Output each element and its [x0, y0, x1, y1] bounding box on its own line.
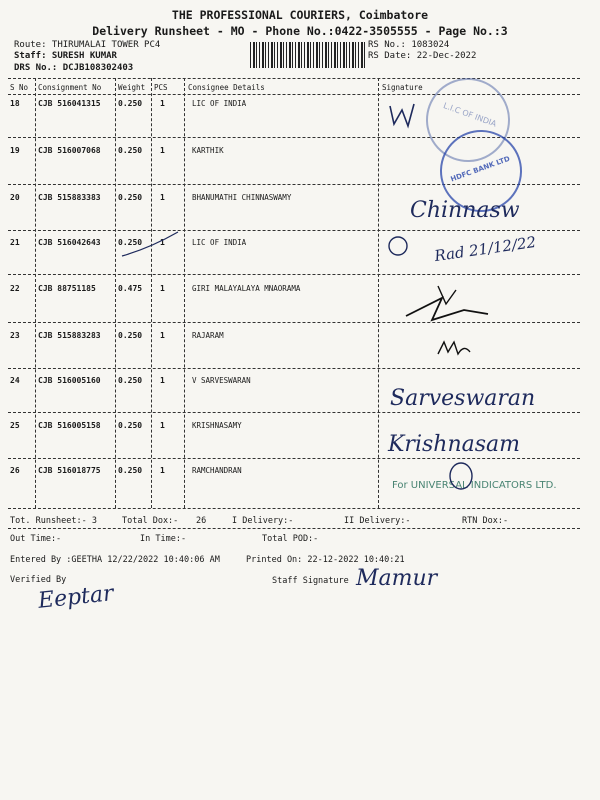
staff: Staff: SURESH KUMAR [14, 51, 117, 61]
row-consignee: BHANUMATHI CHINNASWAMY [192, 193, 292, 202]
row-consignment: CJB 516005160 [38, 376, 101, 385]
row-pcs: 1 [160, 466, 165, 475]
row-pcs: 1 [160, 421, 165, 430]
table-top-rule [8, 78, 580, 79]
total-pod: Total POD:- [262, 534, 319, 544]
row-weight: 0.250 [118, 421, 143, 430]
row-rule [8, 368, 580, 369]
row-rule [8, 322, 580, 323]
row-weight: 0.250 [118, 99, 143, 108]
row-weight: 0.475 [118, 284, 143, 293]
row-consignee: KARTHIK [192, 146, 224, 155]
universal-stamp: For UNIVERSAL INDICATORS LTD. [392, 480, 557, 491]
footer-rule [8, 528, 580, 529]
row-sno: 26 [10, 466, 20, 475]
row-rule [8, 458, 580, 459]
row-weight: 0.250 [118, 466, 143, 475]
row-sno: 21 [10, 238, 20, 247]
row-sno: 18 [10, 99, 20, 108]
in-time: In Time:- [140, 534, 187, 544]
row-consignment: CJB 516018775 [38, 466, 101, 475]
row-sno: 19 [10, 146, 20, 155]
row-pcs: 1 [160, 376, 165, 385]
row-pcs: 1 [160, 238, 165, 247]
drs-number: DRS No.: DCJB108302403 [14, 63, 134, 73]
signature-mark-row22 [402, 280, 492, 324]
ii-delivery: II Delivery:- [344, 516, 411, 526]
lic-stamp-text: L.I.C OF INDIA [442, 101, 498, 129]
row-rule [8, 230, 580, 231]
barcode [250, 42, 365, 68]
row-consignee: RAJARAM [192, 331, 224, 340]
i-delivery: I Delivery:- [232, 516, 294, 526]
row-consignment: CJB 516042643 [38, 238, 101, 247]
row-weight: 0.250 [118, 193, 143, 202]
route: Route: THIRUMALAI TOWER PC4 [14, 40, 161, 50]
company-title: THE PROFESSIONAL COURIERS, Coimbatore [171, 8, 429, 22]
col-signature: Signature [382, 83, 423, 92]
row-pcs: 1 [160, 284, 165, 293]
signature-circle-row21 [386, 232, 426, 262]
row-pcs: 1 [160, 146, 165, 155]
rs-date: RS Date: 22-Dec-2022 [368, 51, 477, 61]
row-consignment: CJB 515883283 [38, 331, 101, 340]
total-dox-value: 26 [196, 516, 207, 526]
total-dox-label: Total Dox:- [122, 516, 179, 526]
table-bottom-rule [8, 508, 580, 509]
col-divider [115, 78, 116, 508]
out-time: Out Time:- [10, 534, 62, 544]
row-sno: 22 [10, 284, 20, 293]
row-consignment: CJB 516041315 [38, 99, 101, 108]
staff-signature: Mamur [356, 566, 438, 591]
entered-by: Entered By :GEETHA 12/22/2022 10:40:06 AM [10, 555, 220, 565]
row-weight: 0.250 [118, 331, 143, 340]
total-runsheet: Tot. Runsheet:- 3 [10, 516, 97, 526]
row-consignee: RAMCHANDRAN [192, 466, 242, 475]
row-consignment: CJB 516005158 [38, 421, 101, 430]
row-sno: 24 [10, 376, 20, 385]
row-pcs: 1 [160, 331, 165, 340]
row-consignee: LIC OF INDIA [192, 238, 247, 247]
col-consignee: Consignee Details [188, 83, 265, 92]
staff-signature-label: Staff Signature [272, 576, 349, 586]
row-weight: 0.250 [118, 238, 143, 247]
col-sno: S No [10, 83, 29, 92]
row-rule [8, 274, 580, 275]
rtn-dox: RTN Dox:- [462, 516, 509, 526]
row-consignee: KRISHNASAMY [192, 421, 242, 430]
row-sno: 25 [10, 421, 20, 430]
printed-on: Printed On: 22-12-2022 10:40:21 [246, 555, 405, 565]
verified-signature: Eeptar [36, 581, 115, 614]
row-rule [8, 412, 580, 413]
row-consignment: CJB 88751185 [38, 284, 96, 293]
col-consignment: Consignment No [38, 83, 102, 92]
signature-mark-row18 [384, 96, 424, 136]
row-consignee: V SARVESWARAN [192, 376, 251, 385]
col-divider [378, 78, 379, 508]
signature-row21: Rad 21/12/22 [433, 232, 538, 266]
pen-mark [120, 230, 180, 260]
col-divider [151, 78, 152, 508]
col-pcs: PCS [154, 83, 168, 92]
col-weight: Weight [118, 83, 146, 92]
runsheet-subtitle: Delivery Runsheet - MO - Phone No.:0422-3505555 - Page No.:3 [92, 24, 508, 38]
row-pcs: 1 [160, 193, 165, 202]
signature-row20: Chinnasw [410, 198, 520, 223]
row-weight: 0.250 [118, 376, 143, 385]
row-consignment: CJB 516007068 [38, 146, 101, 155]
row-consignee: LIC OF INDIA [192, 99, 247, 108]
row-pcs: 1 [160, 99, 165, 108]
row-consignee: GIRI MALAYALAYA MNAORAMA [192, 284, 301, 293]
row-sno: 20 [10, 193, 20, 202]
col-divider [184, 78, 185, 508]
row-weight: 0.250 [118, 146, 143, 155]
rs-number: RS No.: 1083024 [368, 40, 450, 50]
row-sno: 23 [10, 331, 20, 340]
signature-mark-row23 [436, 338, 476, 360]
row-consignment: CJB 515883383 [38, 193, 101, 202]
signature-mark-row26 [446, 460, 476, 494]
verified-by: Verified By [10, 575, 67, 585]
hdfc-stamp-text: HDFC BANK LTD [449, 154, 511, 184]
col-divider [35, 78, 36, 508]
signature-row24: Sarveswaran [390, 386, 536, 411]
signature-row25: Krishnasam [388, 432, 520, 457]
